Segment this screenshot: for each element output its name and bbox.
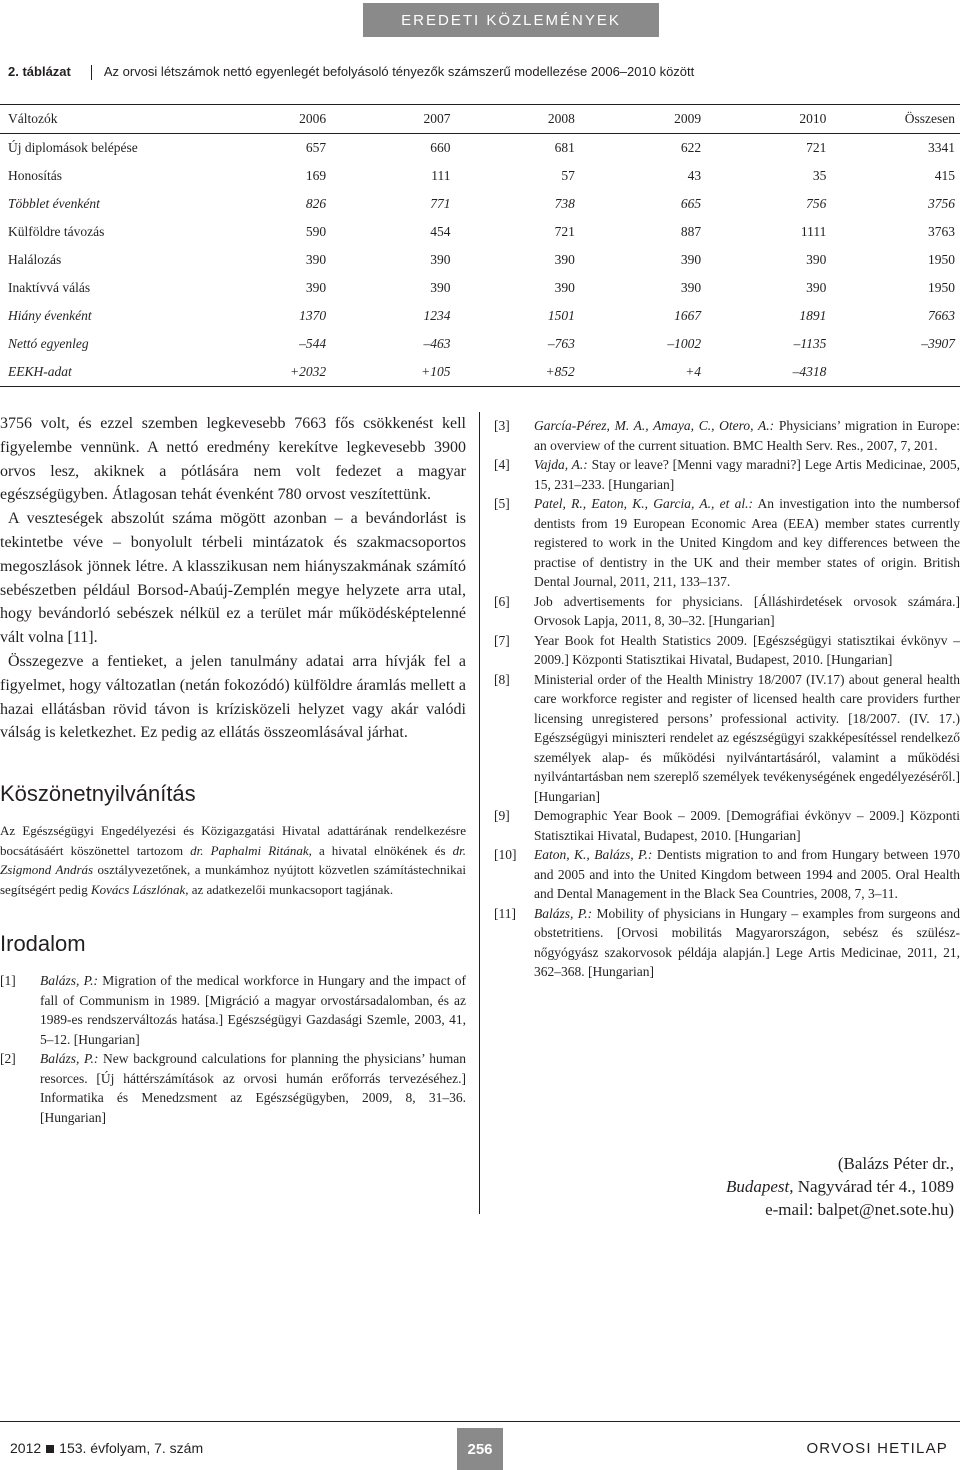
col-header: Változók xyxy=(8,111,58,126)
table-cell: 771 xyxy=(430,196,451,211)
reference-number: [9] xyxy=(494,808,510,823)
row-label: Inaktívvá válás xyxy=(8,280,91,295)
references-heading: Irodalom xyxy=(0,931,86,957)
table-cell: –544 xyxy=(299,336,327,351)
row-label: Nettó egyenleg xyxy=(8,336,89,351)
table-cell: 454 xyxy=(430,224,451,239)
col-header: Összesen xyxy=(904,111,955,126)
table-cell: 1950 xyxy=(928,252,955,267)
reference-item xyxy=(494,592,960,631)
table-cell: 7663 xyxy=(928,308,955,323)
reference-text: Job advertisements for physicians. [Álláshirdetések orvosok számára.] Orvosok Lapja, 2011, 8, 30–32. [Hungarian] xyxy=(534,593,960,628)
reference-author: Eaton, K., Balázs, P.: xyxy=(534,847,653,862)
table-cell: –4318 xyxy=(792,364,827,379)
table-cell: 3763 xyxy=(928,224,955,239)
table-cell: –1135 xyxy=(793,336,827,351)
table-cell: 660 xyxy=(430,140,451,155)
reference-author: Balázs, P.: xyxy=(40,1051,99,1067)
table-label: 2. táblázat xyxy=(8,64,71,79)
table-cell: –463 xyxy=(423,336,451,351)
table-cell: 43 xyxy=(687,168,702,183)
reference-number: [7] xyxy=(494,632,510,648)
table-caption xyxy=(8,64,960,80)
table-cell: 681 xyxy=(554,140,575,155)
column-divider xyxy=(479,412,480,1214)
right-column xyxy=(494,412,960,982)
reference-text: Migration of the medical workforce in Hungary and the impact of fall of Communism in 1989. [Migráció a magyar orvostársadalomban, és az 1989-es rendszerváltozás hatása.] Egészségügyi Gazdasági Szemle, 2003, 41, 5–12. [Hungarian] xyxy=(40,973,466,1047)
reference-number: [2] xyxy=(0,1051,16,1067)
table-cell: 1234 xyxy=(423,308,451,323)
reference-list xyxy=(0,971,466,1127)
table-cell: 1370 xyxy=(299,308,327,323)
table-cell: –1002 xyxy=(667,336,702,351)
table-cell: 169 xyxy=(305,168,327,183)
table-cell: +852 xyxy=(545,364,575,379)
table-cell: 3341 xyxy=(928,140,955,155)
table-cell: 756 xyxy=(806,196,827,211)
page-number: 256 xyxy=(457,1428,503,1470)
col-header: 2007 xyxy=(423,111,451,126)
table-cell: –763 xyxy=(547,336,575,351)
table-cell: 1891 xyxy=(799,308,827,323)
table-cell: 390 xyxy=(430,280,451,295)
footer-rule xyxy=(0,1421,960,1422)
table-cell: 721 xyxy=(806,140,827,155)
table-cell: 622 xyxy=(680,140,702,155)
reference-text: New background calculations for planning the physicians’ human resorces. [Új háttérszámítások az orvosi humán erőforrás tervezéséhez.] Informatika és Menedzsment az Egészségügyben, 2009, 8, 31–36. [Hungarian] xyxy=(40,1051,466,1125)
table-cell: 415 xyxy=(934,168,955,183)
table-row xyxy=(0,218,960,246)
table-header-row xyxy=(0,105,960,134)
reference-item xyxy=(494,670,960,807)
table-body xyxy=(0,134,960,387)
table-cell: 657 xyxy=(305,140,327,155)
table-cell: 57 xyxy=(561,168,575,183)
reference-text: An investigation into the numbersof dentists from 19 European Economic Area (EEA) member states currently registered to work in the United Kingdom and key differences between the practise of dentistry in the UK and their member states of origin. British Dental Journal, 2011, 211, 133–137. xyxy=(534,496,960,589)
table-cell: 390 xyxy=(554,252,575,267)
table-cell: 3756 xyxy=(928,196,955,211)
table-row xyxy=(0,358,960,387)
table-cell xyxy=(826,358,960,387)
reference-text: Year Book fot Health Statistics 2009. [Egészségügyi statisztikai évkönyv – 2009.] Központi Statisztikai Hivatal, Budapest, 2010. [Hungarian] xyxy=(534,632,960,667)
table-cell: 390 xyxy=(680,280,702,295)
row-label: Honosítás xyxy=(8,168,62,183)
data-table xyxy=(0,104,960,387)
caption-divider xyxy=(91,65,92,80)
col-header: 2010 xyxy=(799,111,827,126)
table-cell: –3907 xyxy=(921,336,955,351)
table-row xyxy=(0,302,960,330)
row-label: Hiány évenként xyxy=(8,308,92,323)
reference-item xyxy=(494,416,960,455)
table-cell: 590 xyxy=(305,224,327,239)
reference-item xyxy=(494,494,960,592)
col-header: 2009 xyxy=(674,111,702,126)
reference-author: Patel, R., Eaton, K., Garcia, A., et al.: xyxy=(534,496,753,511)
table-cell: +2032 xyxy=(290,364,327,379)
left-column xyxy=(0,412,466,1127)
table-row xyxy=(0,134,960,163)
reference-text: Stay or leave? [Menni vagy maradni?] Lege Artis Medicinae, 2005, 15, 231–233. [Hungarian] xyxy=(534,457,960,492)
reference-number: [4] xyxy=(494,457,510,472)
reference-item xyxy=(0,1049,466,1127)
table-cell: 390 xyxy=(680,252,702,267)
table-cell: 390 xyxy=(430,252,451,267)
acknowledgement-text: Az Egészségügyi Engedélyezési és Közigazgatási Hivatal adattárának rendelkezésre bocsátásáért köszönettel tartozom dr. Paphalmi Ritának, a hivatal elnökének és dr. Zsigmond András osztályvezetőnek, a munkámhoz nyújtott közvetlen számítástechnikai segítségért pedig Kovács Lászlónak, az adatkezelői munkacsoport tagjának. xyxy=(0,823,466,897)
reference-text: Demographic Year Book – 2009. [Demográfiai évkönyv – 2009.] Központi Statisztikai Hivatal, Budapest, 2010. [Hungarian] xyxy=(534,808,960,843)
row-label: Új diplomások belépése xyxy=(8,140,138,155)
reference-text: Ministerial order of the Health Ministry 18/2007 (IV.17) about general health care workforce register and register of licensed health care providers further licensing unregistered persons’ professional activity. [18/2007. (IV. 17.) Egészségügyi miniszteri rendelet az egészségügyi szakképesítéssel rendelkező személyek alap- és működési nyilvántartásáról, valamint a működési nyilvántartásban nem szereplő személyek tevékenységének engedélyezéséről.] [Hungarian] xyxy=(534,671,960,804)
table-cell: +4 xyxy=(685,364,702,379)
table-title: Az orvosi létszámok nettó egyenlegét befolyásoló tényezők számszerű modellezése 2006–2010 között xyxy=(103,64,695,79)
reference-item xyxy=(494,904,960,982)
reference-number: [1] xyxy=(0,973,16,989)
table-cell: +105 xyxy=(421,364,451,379)
reference-author: Balázs, P.: xyxy=(40,973,98,989)
journal-name: ORVOSI HETILAP xyxy=(806,1440,948,1457)
table-cell: 390 xyxy=(305,280,327,295)
table-cell: 665 xyxy=(680,196,702,211)
table-cell: 887 xyxy=(680,224,702,239)
reference-number: [3] xyxy=(494,418,510,433)
author-signature: (Balázs Péter dr., Budapest, Nagyvárad tér 4., 1089 e-mail: balpet@net.sote.hu) xyxy=(725,1154,954,1219)
reference-list xyxy=(494,416,960,982)
reference-text: Physicians’ migration in Europe: an overview of the current situation. BMC Health Serv. Res., 2007, 7, 201. xyxy=(534,418,960,453)
table-row xyxy=(0,246,960,274)
reference-author: Balázs, P.: xyxy=(534,905,593,921)
table-cell: 738 xyxy=(554,196,575,211)
reference-item xyxy=(0,971,466,1049)
row-label: EEKH-adat xyxy=(8,364,72,379)
table-row xyxy=(0,162,960,190)
row-label: Többlet évenként xyxy=(8,196,100,211)
reference-item xyxy=(494,845,960,904)
square-bullet-icon xyxy=(46,1445,54,1453)
reference-item xyxy=(494,806,960,845)
table-cell: 1111 xyxy=(800,224,827,239)
section-header: EREDETI KÖZLEMÉNYEK xyxy=(363,3,659,37)
table-row xyxy=(0,274,960,302)
reference-number: [5] xyxy=(494,496,510,511)
col-header: 2006 xyxy=(299,111,327,126)
reference-text: Dentists migration to and from Hungary between 1970 and 2005 and into the United Kingdom between 1994 and 2005. Oral Health and Dental Management in the Black Sea Countries, 2008, 7, 3–11. xyxy=(534,847,960,901)
table-cell: 35 xyxy=(812,168,827,183)
table-cell: 390 xyxy=(806,252,827,267)
row-label: Külföldre távozás xyxy=(8,224,105,239)
col-header: 2008 xyxy=(547,111,575,126)
footer-issue: 2012 153. évfolyam, 7. szám xyxy=(10,1440,204,1456)
reference-author: Vajda, A.: xyxy=(534,457,588,472)
reference-text: Mobility of physicians in Hungary – examples from surgeons and obstetritiens. [Orvosi mobilitás Magyarországon, sebész és szülész-nőgyógyász szakorvosok példája alapján.] Lege Artis Medicinae, 2011, 21, 362–368. [Hungarian] xyxy=(534,905,960,979)
table-row xyxy=(0,330,960,358)
body-paragraph: 3756 volt, és ezzel szemben legkevesebb 7663 fős csökkenést kell figyelembe vennünk. A nettó eredmény kerekítve legkevesebb 3900 orvos lesz, akiknek a pótlására nem volt fedezet a magyar egészségügyben. Átlagosan tehát évenként 780 orvost veszítettünk. xyxy=(0,415,466,504)
table-cell: 1667 xyxy=(674,308,702,323)
acknowledgement-heading: Köszönetnyilvánítás xyxy=(0,781,196,807)
table-row xyxy=(0,190,960,218)
table-cell: 390 xyxy=(554,280,575,295)
row-label: Halálozás xyxy=(8,252,62,267)
table-cell: 111 xyxy=(431,168,451,183)
reference-number: [11] xyxy=(494,905,516,921)
body-paragraph: Összegezve a fentieket, a jelen tanulmány adatai arra hívják fel a figyelmet, hogy változatlan (netán fokozódó) külföldre áramlás mellett a hazai ellátásban rövid távon is krízisközeli helyzet vagy akár valódi válság is keletkezhet. Ez pedig az ellátás összeomlásával járhat. xyxy=(0,652,466,742)
table-cell: 721 xyxy=(554,224,575,239)
table-cell: 826 xyxy=(305,196,327,211)
body-paragraph: A veszteségek abszolút száma mögött azonban – a bevándorlást is tekintetbe véve – bonyolult térbeli mintázatok és szakmacsoportos megoszlások jönnek létre. A klasszikusan nem hiányszakmának számító sebészetben például Borsod-Abaúj-Zemplén megye helyzete arra utal, hogy bevándorló sebészek nélkül ez a terület már működésképtelenné vált volna [11]. xyxy=(0,510,466,647)
table-cell: 390 xyxy=(305,252,327,267)
reference-number: [8] xyxy=(494,671,510,687)
reference-author: García-Pérez, M. A., Amaya, C., Otero, A.: xyxy=(534,418,775,433)
table-cell: 1950 xyxy=(928,280,955,295)
table-cell: 390 xyxy=(806,280,827,295)
table-cell: 1501 xyxy=(547,308,575,323)
reference-number: [6] xyxy=(494,593,510,609)
reference-item xyxy=(494,631,960,670)
reference-item xyxy=(494,455,960,494)
reference-number: [10] xyxy=(494,847,517,862)
